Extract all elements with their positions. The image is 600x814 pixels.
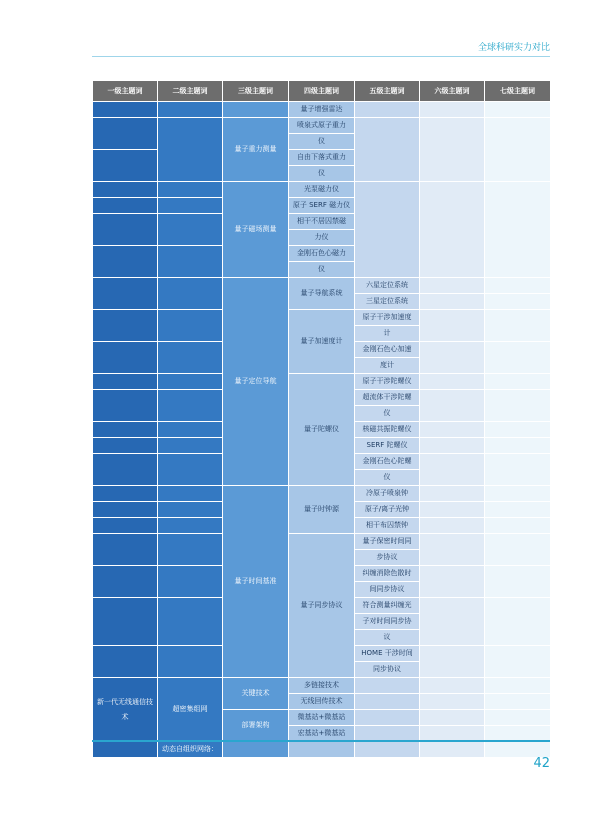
cell-level7	[485, 534, 551, 566]
cell-level6	[420, 646, 485, 678]
cell-level7	[485, 518, 551, 534]
cell-level7	[485, 710, 551, 726]
topic-table-container	[92, 80, 550, 758]
cell-level1	[93, 454, 158, 486]
cell-level6	[420, 342, 485, 374]
cell-level5: 超流体干涉陀螺	[355, 390, 420, 406]
table-header-row	[93, 81, 551, 102]
table-row	[93, 374, 551, 390]
cell-level4: 原子 SERF 磁力仪	[289, 198, 355, 214]
header-level1: 一级主题词	[93, 81, 158, 102]
cell-level2	[158, 310, 223, 342]
cell-level6	[420, 534, 485, 566]
cell-level5: 原子干涉加速度	[355, 310, 420, 326]
cell-level1	[93, 518, 158, 534]
cell-level1	[93, 390, 158, 422]
cell-level1	[93, 486, 158, 502]
cell-level3: 量子磁场测量	[223, 182, 289, 278]
cell-level4: 宏基站+微基站	[289, 726, 355, 742]
cell-level7	[485, 646, 551, 678]
cell-level2	[158, 502, 223, 518]
cell-level6	[420, 694, 485, 710]
page-header-title: 全球科研实力对比	[477, 43, 550, 53]
cell-level7	[485, 102, 551, 118]
cell-level6	[420, 422, 485, 438]
cell-level5: 六星定位系统	[355, 278, 420, 294]
header-level6: 六级主题词	[420, 81, 485, 102]
cell-level2	[158, 118, 223, 182]
cell-level2	[158, 278, 223, 310]
table-row	[93, 486, 551, 502]
cell-level5	[355, 182, 420, 278]
cell-level4: 微基站+微基站	[289, 710, 355, 726]
cell-level1	[93, 278, 158, 310]
cell-level7	[485, 374, 551, 390]
header-level7: 七级主题词	[485, 81, 551, 102]
cell-level7	[485, 438, 551, 454]
cell-level3	[223, 102, 289, 118]
cell-level2	[158, 214, 223, 246]
cell-level2: 动态自组织网络：	[158, 742, 223, 758]
page-number: 42	[533, 756, 550, 771]
cell-level4: 自由下落式重力	[289, 150, 355, 166]
cell-level5: 核磁共振陀螺仪	[355, 422, 420, 438]
cell-level1	[93, 310, 158, 342]
cell-level5: 量子保密时间同	[355, 534, 420, 550]
cell-level4: 无线回传技术	[289, 694, 355, 710]
cell-level7	[485, 598, 551, 646]
cell-level1	[93, 150, 158, 182]
cell-level7	[485, 118, 551, 182]
cell-level7	[485, 422, 551, 438]
cell-level4: 量子导航系统	[289, 278, 355, 310]
cell-level1	[93, 422, 158, 438]
cell-level5: 原子干涉陀螺仪	[355, 374, 420, 390]
cell-level2	[158, 102, 223, 118]
cell-level1	[93, 374, 158, 390]
cell-level6	[420, 294, 485, 310]
cell-level1	[93, 102, 158, 118]
cell-level5: 三星定位系统	[355, 294, 420, 310]
cell-level7	[485, 278, 551, 294]
cell-level5: 议	[355, 630, 420, 646]
footer-divider	[92, 740, 550, 742]
cell-level1	[93, 566, 158, 598]
header-level2: 二级主题词	[158, 81, 223, 102]
cell-level5: 子对时间同步协	[355, 614, 420, 630]
cell-level5	[355, 678, 420, 694]
cell-level2	[158, 374, 223, 390]
cell-level6	[420, 678, 485, 694]
cell-level5: 原子/离子光钟	[355, 502, 420, 518]
cell-level5	[355, 694, 420, 710]
cell-level5: SERF 陀螺仪	[355, 438, 420, 454]
cell-level1	[93, 534, 158, 566]
cell-level2	[158, 486, 223, 502]
table-row	[93, 310, 551, 326]
cell-level2	[158, 598, 223, 646]
cell-level5: 仪	[355, 470, 420, 486]
cell-level4: 仪	[289, 166, 355, 182]
header-level3: 三级主题词	[223, 81, 289, 102]
topic-table	[92, 80, 551, 758]
cell-level5: 度计	[355, 358, 420, 374]
cell-level6	[420, 454, 485, 486]
cell-level4: 喷泉式原子重力	[289, 118, 355, 134]
header-level5: 五级主题词	[355, 81, 420, 102]
cell-level2	[158, 534, 223, 566]
cell-level7	[485, 694, 551, 710]
cell-level5: 计	[355, 326, 420, 342]
cell-level1	[93, 342, 158, 374]
cell-level5: 间同步协议	[355, 582, 420, 598]
cell-level4: 量子同步协议	[289, 534, 355, 678]
cell-level2	[158, 198, 223, 214]
cell-level5	[355, 118, 420, 182]
cell-level1	[93, 502, 158, 518]
cell-level3: 部署架构	[223, 710, 289, 742]
cell-level5	[355, 742, 420, 758]
cell-level2	[158, 246, 223, 278]
cell-level6	[420, 390, 485, 422]
cell-level5: 仪	[355, 406, 420, 422]
cell-level5: 冷原子喷泉钟	[355, 486, 420, 502]
cell-level7	[485, 310, 551, 342]
cell-level2	[158, 438, 223, 454]
header-divider	[92, 56, 550, 57]
table-row	[93, 534, 551, 550]
cell-level6	[420, 438, 485, 454]
cell-level1	[93, 182, 158, 198]
cell-level7	[485, 342, 551, 374]
cell-level5: 符合测量纠缠光	[355, 598, 420, 614]
cell-level7	[485, 566, 551, 598]
header-level4: 四级主题词	[289, 81, 355, 102]
cell-level4: 多链接技术	[289, 678, 355, 694]
cell-level5	[355, 710, 420, 726]
cell-level3: 关键技术	[223, 678, 289, 710]
cell-level7	[485, 390, 551, 422]
cell-level3	[223, 742, 289, 758]
cell-level4: 量子加速度计	[289, 310, 355, 374]
cell-level2	[158, 454, 223, 486]
cell-level7	[485, 678, 551, 694]
cell-level1	[93, 118, 158, 150]
cell-level6	[420, 118, 485, 182]
table-row	[93, 182, 551, 198]
cell-level2	[158, 422, 223, 438]
cell-level1	[93, 598, 158, 646]
cell-level4: 相干不居囚禁磁	[289, 214, 355, 230]
cell-level6	[420, 374, 485, 390]
cell-level4	[289, 742, 355, 758]
cell-level1	[93, 646, 158, 678]
cell-level5: 金刚石色心加速	[355, 342, 420, 358]
cell-level5: 金刚石色心陀螺	[355, 454, 420, 470]
cell-level2	[158, 390, 223, 422]
cell-level5: 同步协议	[355, 662, 420, 678]
cell-level2: 超密集组网	[158, 678, 223, 742]
cell-level1	[93, 246, 158, 278]
cell-level6	[420, 518, 485, 534]
cell-level1	[93, 214, 158, 246]
cell-level6	[420, 486, 485, 502]
cell-level7	[485, 502, 551, 518]
cell-level4: 量子时钟源	[289, 486, 355, 534]
cell-level6	[420, 310, 485, 342]
cell-level6	[420, 598, 485, 646]
cell-level3: 量子重力测量	[223, 118, 289, 182]
cell-level2	[158, 646, 223, 678]
cell-level2	[158, 182, 223, 198]
cell-level6	[420, 278, 485, 294]
cell-level1: 新一代无线通信技术	[93, 678, 158, 742]
cell-level7	[485, 294, 551, 310]
cell-level2	[158, 518, 223, 534]
cell-level5: 步协议	[355, 550, 420, 566]
cell-level4: 力仪	[289, 230, 355, 246]
table-row	[93, 278, 551, 294]
cell-level6	[420, 182, 485, 278]
cell-level3: 量子定位导航	[223, 278, 289, 486]
cell-level6	[420, 742, 485, 758]
cell-level2	[158, 342, 223, 374]
cell-level2	[158, 566, 223, 598]
cell-level5: 相干布囚禁钟	[355, 518, 420, 534]
table-row	[93, 678, 551, 694]
cell-level4: 量子陀螺仪	[289, 374, 355, 486]
cell-level4: 金刚石色心磁力	[289, 246, 355, 262]
cell-level4: 量子增强雷达	[289, 102, 355, 118]
cell-level5: HOME 干涉时间	[355, 646, 420, 662]
table-row	[93, 742, 551, 758]
cell-level5	[355, 102, 420, 118]
cell-level1	[93, 198, 158, 214]
table-row	[93, 118, 551, 134]
table-row	[93, 102, 551, 118]
cell-level6	[420, 502, 485, 518]
cell-level7	[485, 182, 551, 278]
cell-level7	[485, 486, 551, 502]
cell-level6	[420, 710, 485, 726]
cell-level4: 仪	[289, 134, 355, 150]
cell-level4: 光泵磁力仪	[289, 182, 355, 198]
cell-level6	[420, 566, 485, 598]
cell-level1	[93, 742, 158, 758]
cell-level4: 仪	[289, 262, 355, 278]
cell-level6	[420, 102, 485, 118]
cell-level5: 纠缠消除色散时	[355, 566, 420, 582]
cell-level3: 量子时间基准	[223, 486, 289, 678]
cell-level1	[93, 438, 158, 454]
cell-level7	[485, 454, 551, 486]
